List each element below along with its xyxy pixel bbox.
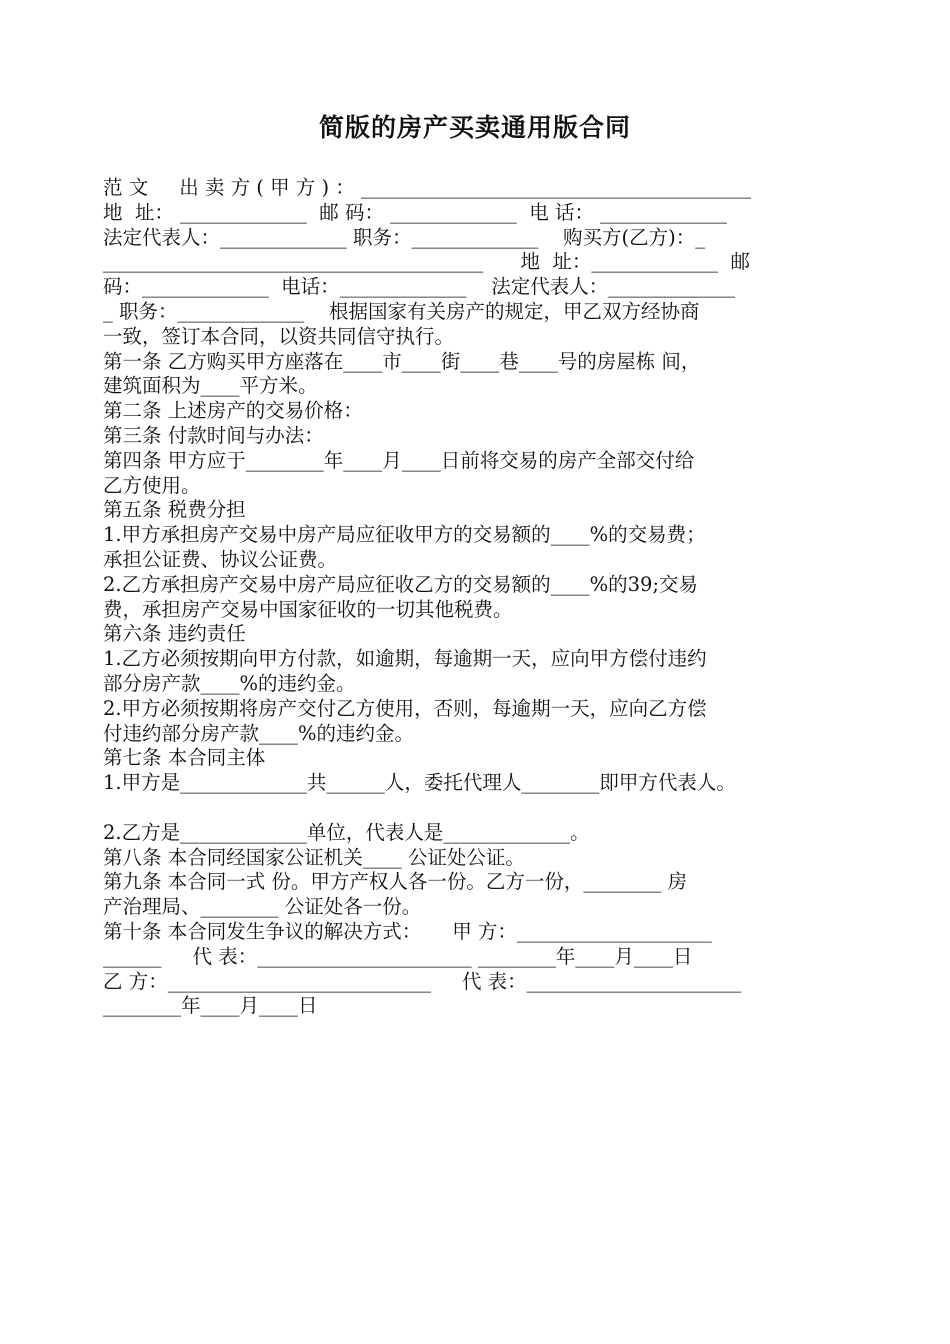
text-line: 部分房产款____%的违约金。 (103, 671, 356, 695)
text-line: 建筑面积为____平方米。 (103, 374, 318, 398)
text-line: 码：_____________ 电话：_____________ 法定代表人：_____________ (103, 275, 735, 299)
clause-1-line: 第一条 乙方购买甲方座落在____市____街____巷____号的房屋栋 间， (103, 349, 701, 373)
text-line: 地 址： _____________ 邮 码： _____________ 电 话： _____________ (103, 200, 727, 224)
clause-10-line: 第十条 本合同发生争议的解决方式： 甲 方：____________________ (103, 919, 712, 943)
text-line: 费，承担房产交易中国家征收的一切其他税费。 (103, 597, 513, 621)
text-line: 2.乙方承担房产交易中房产局应征收乙方的交易额的____%的39;交易 (103, 572, 699, 596)
contract-body (103, 176, 863, 1019)
text-line: 付违约部分房产款____%的违约金。 (103, 721, 415, 745)
text-line: 1.甲方承担房产交易中房产局应征收甲方的交易额的____%的交易费； (103, 523, 706, 547)
text-line: 一致，签订本合同，以资共同信守执行。 (103, 324, 455, 348)
text-line: 法定代表人：_____________ 职务：_____________ 购买方(乙方)：_ (103, 225, 705, 249)
text-line: 乙方使用。 (103, 473, 201, 497)
text-line: 2.甲方必须按期将房产交付乙方使用，否则，每逾期一天，应向乙方偿 (103, 696, 707, 720)
text-line: _ 职务：_____________ 根据国家有关房产的规定，甲乙双方经协商 (103, 299, 700, 323)
text-line: 范 文 出 卖 方 ( 甲 方 ) ： ________________________________________ (103, 176, 751, 199)
text-line: _______________________________________ 地 址：_____________ 邮 (103, 250, 750, 274)
text-line: 产治理局、________ 公证处各一份。 (103, 895, 422, 919)
signature-line: ______ 代 表：______________________ ________年____月____日 (103, 944, 693, 968)
signature-date-line: ________年____月____日 (103, 994, 318, 1018)
clause-7-line: 第七条 本合同主体 (103, 746, 266, 770)
clause-3-line: 第三条 付款时间与办法： (103, 423, 324, 447)
clause-6-line: 第六条 违约责任 (103, 622, 246, 646)
clause-8-line: 第八条 本合同经国家公证机关____ 公证处公证。 (103, 845, 525, 869)
text-line: 承担公证费、协议公证费。 (103, 547, 338, 571)
clause-4-line: 第四条 甲方应于________年____月____日前将交易的房产全部交付给 (103, 448, 695, 472)
clause-5-line: 第五条 税费分担 (103, 498, 246, 522)
text-line: 2.乙方是_____________单位，代表人是_____________。 (103, 820, 590, 844)
text-line: 1.乙方必须按期向甲方付款，如逾期，每逾期一天，应向甲方偿付违约 (103, 647, 707, 671)
blank-line (103, 796, 863, 821)
document-title: 简版的房产买卖通用版合同 (318, 113, 631, 142)
text-line: 1.甲方是_____________共______人，委托代理人________即甲方代表人。 (103, 771, 736, 795)
signature-line: 乙 方：___________________________ 代 表：______________________ (103, 969, 742, 993)
clause-9-line: 第九条 本合同一式 份。甲方产权人各一份。乙方一份，________ 房 (103, 870, 688, 894)
clause-2-line: 第二条 上述房产的交易价格： (103, 399, 363, 423)
